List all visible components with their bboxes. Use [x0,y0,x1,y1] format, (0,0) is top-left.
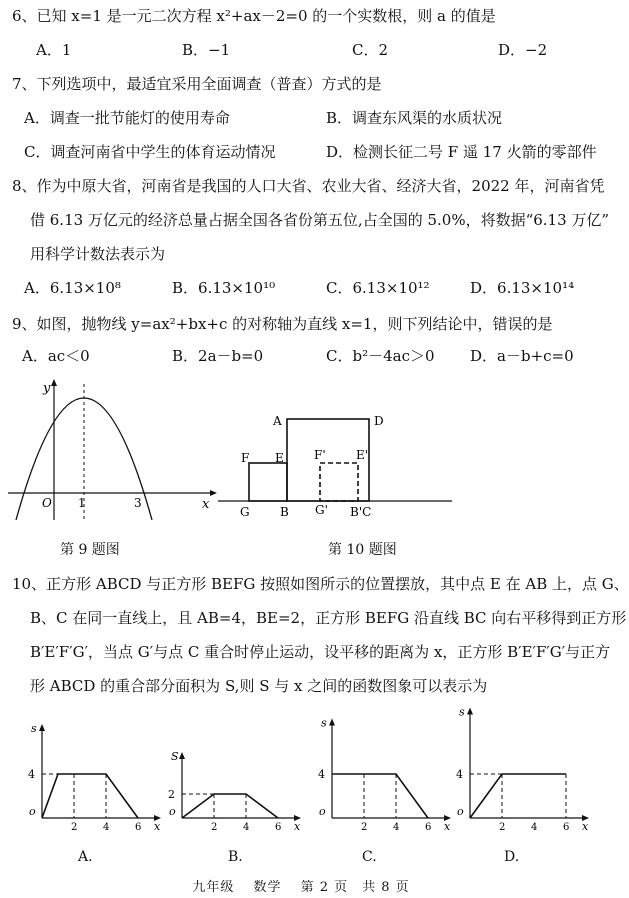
graph-c-x-tick-6: 6 [425,822,432,833]
graph-b-y-arrow [179,752,185,759]
graph-a-x-tick-2: 2 [71,822,78,833]
fig10-caption: 第 10 题图 [328,542,397,558]
graph-a-y-label: s [31,722,37,735]
graph-d-y-arrow [467,708,473,715]
fig9-y-arrow [51,379,57,386]
q10-stem-line-1: 10、正方形 ABCD 与正方形 BEFG 按照如图所示的位置摆放，其中点 E 在 AB 上，点 G、 [12,575,629,593]
q6-option-b: B．−1 [182,41,231,59]
q6-option-d: D．−2 [498,41,548,59]
page-footer: 九年级 数学 第 2 页 共 8 页 [192,880,410,895]
graph-option-d [450,700,589,840]
graph-d-s-curve [470,774,566,818]
fig9-y-label: y [43,381,51,396]
graph-d-origin: o [457,805,464,818]
graph-b-y-label: S [171,750,179,763]
graph-option-b-label: B. [228,849,243,865]
graph-d-y-tick: 4 [456,768,463,781]
q7-option-c: C．调查河南省中学生的体育运动情况 [24,143,276,161]
graph-b-x-tick-6: 6 [275,822,282,833]
graph-a-y-tick: 4 [28,768,35,781]
q7-stem: 7、下列选项中，最适宜采用全面调查（普查）方式的是 [12,75,382,93]
q6-option-c: C．2 [352,41,389,59]
q8-option-c: C．6.13×10¹² [326,279,430,297]
q8-option-a: A．6.13×10⁸ [24,279,121,297]
graph-b-x-label: x [294,820,301,833]
graph-d-x-tick-6: 6 [563,822,570,833]
q8-option-d: D．6.13×10¹⁴ [470,279,575,297]
graph-option-d-label: D. [504,849,520,865]
fig9-tick-3: 3 [134,496,142,510]
graph-a-s-curve [42,774,138,818]
graph-a-origin: o [29,805,36,818]
graph-c-y-label: s [321,716,327,730]
graph-c-x-label: x [444,820,451,833]
graph-c-s-curve [332,774,428,818]
graph-option-c-label: C. [362,849,377,865]
q8-stem-line-2: 借 6.13 万亿元的经济总量占据全国各省份第五位,占全国的 5.0%，将数据“6.13 万亿” [30,211,610,229]
fig10-label-d: D [374,414,384,428]
fig10-label-e: E [275,451,284,465]
graph-a-x-tick-6: 6 [135,822,142,833]
q6-stem: 6、已知 x=1 是一元二次方程 x²+ax－2=0 的一个实数根，则 a 的值是 [12,7,496,25]
q9-option-d: D．a－b+c=0 [470,347,574,365]
q7-option-d: D．检测长征二号 F 遥 17 火箭的零部件 [326,143,597,161]
q9-option-b: B．2a－b=0 [172,347,264,365]
graph-d-x-label: x [582,820,589,833]
fig10-label-g: G [240,505,250,519]
fig10-label-b: B [280,505,289,519]
fig9-caption: 第 9 题图 [60,542,120,558]
graph-option-a [22,710,161,840]
graph-c-x-tick-4: 4 [393,822,400,833]
fig9-parabola-figure [0,370,220,530]
q8-stem-line-1: 8、作为中原大省，河南省是我国的人口大省、农业大省、经济大省，2022 年，河南省凭 [12,177,605,195]
fig10-label-a: A [273,414,282,428]
q9-option-c: C．b²－4ac＞0 [326,347,435,365]
graph-option-b [162,725,301,840]
q8-option-b: B．6.13×10¹⁰ [172,279,276,297]
graph-c-x-tick-2: 2 [361,822,368,833]
q6-option-a: A．1 [36,41,72,59]
graph-d-y-label: s [459,705,465,719]
graph-a-x-tick-4: 4 [103,822,110,833]
graph-b-x-tick-4: 4 [243,822,250,833]
q10-stem-line-4: 形 ABCD 的重合部分面积为 S,则 S 与 x 之间的函数图象可以表示为 [30,677,488,695]
graph-c-origin: o [319,805,326,818]
fig9-tick-1: 1 [78,496,86,510]
q10-stem-line-2: B、C 在同一直线上，且 AB=4，BE=2，正方形 BEFG 沿直线 BC 向右平移得到正方形 [30,609,627,627]
fig10-squares-figure [215,400,460,525]
fig10-label-fp: F' [314,448,326,462]
graph-d-x-tick-2: 2 [499,822,506,833]
graph-option-a-label: A. [78,849,93,865]
fig10-label-ep: E' [356,448,369,462]
fig10-label-bpc: B'C [350,505,372,519]
graph-b-s-curve [182,794,278,818]
fig10-label-f: F [241,451,250,465]
graph-a-x-label: x [154,820,161,833]
q7-option-b: B．调查东风渠的水质状况 [326,109,503,127]
q10-stem-line-3: B′E′F′G′，当点 G′与点 C 重合时停止运动，设平移的距离为 x，正方形 B′E′F′G′与正方 [30,643,611,661]
fig9-origin-label: O [42,496,52,510]
q8-stem-line-3: 用科学计数法表示为 [30,245,166,263]
fig10-square-bpefpgp [320,463,358,501]
q7-option-a: A．调查一批节能灯的使用寿命 [24,109,230,127]
graph-d-x-tick-4: 4 [531,822,538,833]
graph-c-y-tick: 4 [318,768,325,781]
fig10-label-gp: G' [315,503,328,517]
graph-b-x-tick-2: 2 [211,822,218,833]
q9-option-a: A．ac＜0 [22,347,90,365]
graph-option-c [312,712,451,840]
fig10-square-befg [249,463,287,501]
graph-b-origin: o [169,805,176,818]
q9-stem: 9、如图，抛物线 y=ax²+bx+c 的对称轴为直线 x=1，则下列结论中，错误的是 [12,315,553,333]
graph-b-y-tick: 2 [168,788,175,801]
graph-a-y-arrow [39,724,45,731]
fig9-x-label: x [202,497,210,512]
graph-c-y-arrow [329,719,335,726]
